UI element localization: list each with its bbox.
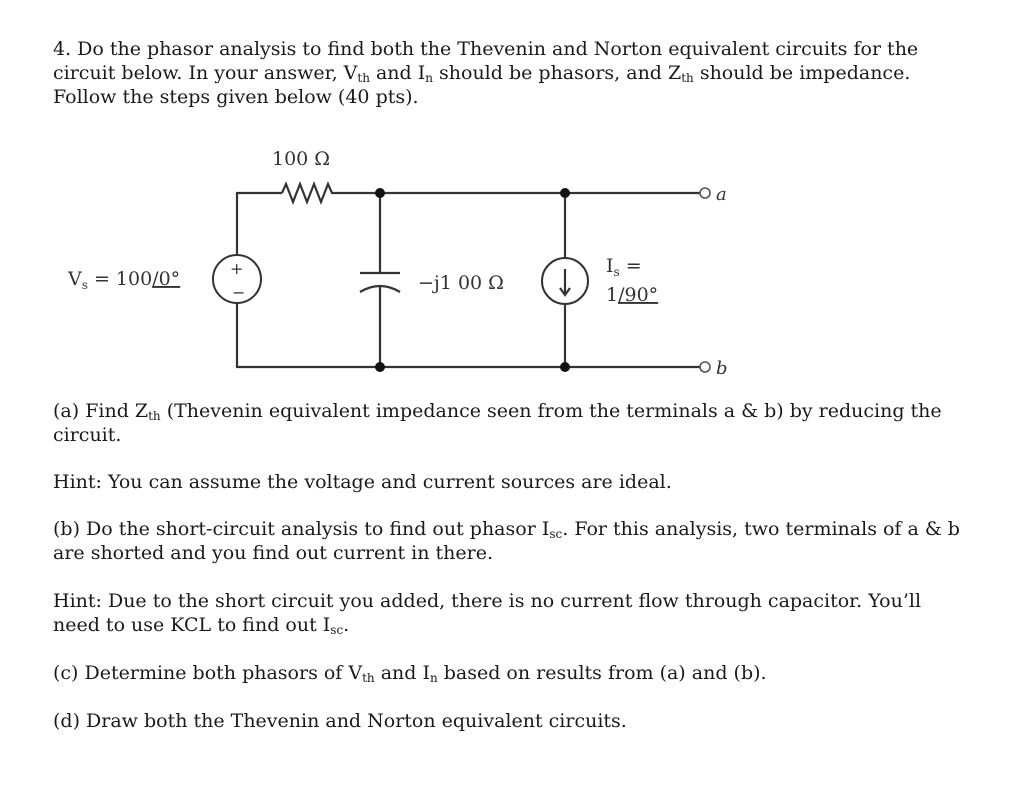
part-d: (d) Draw both the Thevenin and Norton equivalent circuits. (53, 710, 627, 732)
node-dot (560, 188, 570, 198)
resistor-symbol (282, 184, 336, 202)
current-source-value: 1/90° (606, 284, 659, 306)
part-a: (a) Find $Z_{th}$ (Thevenin equivalent impedance seen from the terminals a & b) by reducing the circuit. (53, 400, 942, 446)
svg-text:−: − (232, 283, 246, 302)
terminal-b-label: b (716, 358, 728, 379)
voltage-source-symbol (213, 255, 261, 303)
current-source-symbol (542, 258, 588, 304)
node-dot (560, 362, 570, 372)
current-source-label: $I_s$ = (606, 255, 642, 279)
part-b: (b) Do the short-circuit analysis to find out phasor $I_{sc}$. For this analysis, two terminals of a & b are shorted and you find out current in there. (53, 518, 960, 564)
node-dot (375, 188, 385, 198)
terminal-a-label: a (716, 184, 727, 205)
terminal-a (700, 188, 710, 198)
capacitor-label: −j1 00 Ω (418, 272, 504, 294)
svg-text:+: + (230, 259, 244, 278)
problem-statement: 4. Do the phasor analysis to find both the Thevenin and Norton equivalent circuits for the circuit below. In your answer, $V_{th}$ and $I_n$ should be phasors, and $Z_{th}$ should be impedance. Follow the steps given below (40 pts). (53, 38, 919, 108)
part-c: (c) Determine both phasors of $V_{th}$ and $I_n$ based on results from (a) and (b). (53, 662, 767, 685)
voltage-source-label: $V_s = 100/0^\circ$ (68, 268, 181, 292)
hint-2: Hint: Due to the short circuit you added, there is no current flow through capacitor. You’ll need to use KCL to find out $I_{sc}$. (53, 590, 922, 637)
hint-1: Hint: You can assume the voltage and current sources are ideal. (53, 471, 672, 493)
node-dot (375, 362, 385, 372)
terminal-b (700, 362, 710, 372)
resistor-label: 100 Ω (272, 148, 331, 170)
